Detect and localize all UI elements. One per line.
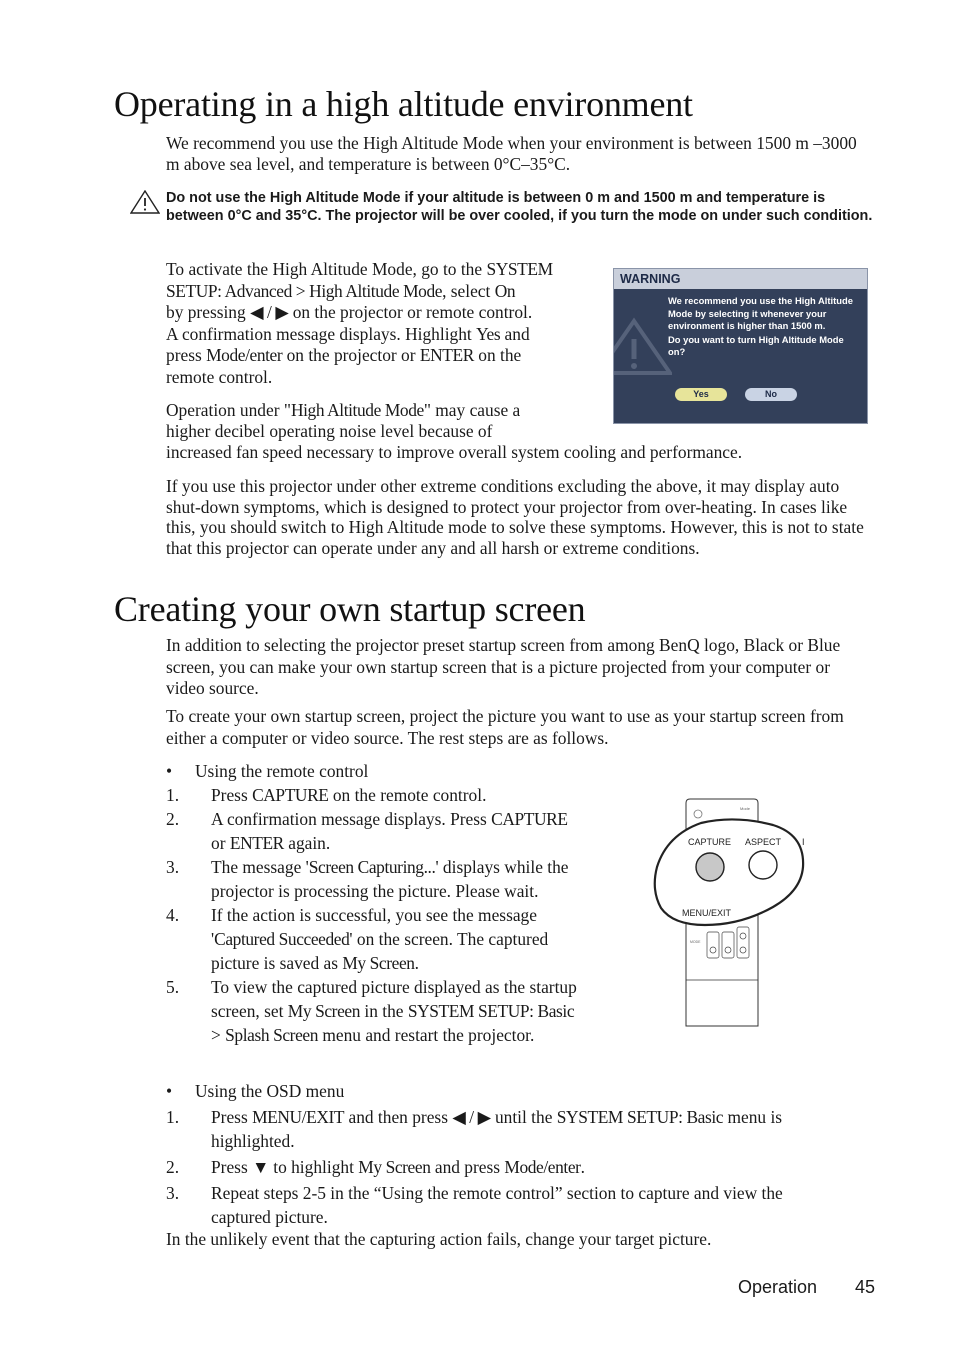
text: or — [211, 833, 230, 853]
text: Press — [211, 785, 253, 805]
step-text — [211, 975, 577, 1047]
ui-term: ◀ / ▶ — [250, 302, 289, 322]
text: The message ' — [211, 857, 309, 877]
step-text — [211, 903, 548, 975]
capture-key-label: CAPTURE — [688, 837, 732, 847]
caution-note: Do not use the High Altitude Mode if your altitude is between 0 m and 1500 m and temperature is between 0°C and 35°C. The projector will be over cooled, if you turn the mode on under such condition. — [166, 190, 873, 224]
step-number: 2. — [166, 809, 180, 829]
remote-control-illustration — [645, 795, 810, 1030]
step-text — [211, 783, 486, 807]
dialog-no-button[interactable]: No — [745, 388, 797, 401]
ui-term: Screen Capturing... — [308, 857, 436, 877]
text-line — [166, 281, 596, 303]
text: and press — [430, 1157, 505, 1177]
text-line — [211, 1205, 783, 1229]
text-line — [211, 855, 569, 879]
step-number: 3. — [166, 857, 180, 877]
ui-term: ENTER — [419, 345, 474, 365]
bullet-text: Using the remote control — [195, 761, 369, 781]
text: ' on the screen. The captured — [349, 929, 549, 949]
step-text — [211, 855, 569, 903]
step-number: 2. — [166, 1157, 180, 1177]
text: projector is processing the picture. Please wait. — [211, 881, 539, 901]
ui-term: Mode/enter — [206, 345, 283, 365]
ui-term: Captured Succeeded — [214, 929, 350, 949]
text-line — [211, 783, 486, 807]
ui-term: SETUP: Advanced > High Altitude Mode — [166, 280, 443, 301]
ui-term: Yes — [476, 323, 501, 344]
text: menu and restart the projector. — [318, 1025, 535, 1045]
text: and — [500, 323, 530, 344]
activate-instructions — [166, 259, 596, 388]
text: ' displays while the — [435, 857, 569, 877]
text: A confirmation message displays. Highlight — [166, 323, 477, 344]
text: " may cause a — [423, 400, 521, 420]
step-text — [211, 1181, 783, 1229]
dialog-yes-button[interactable]: Yes — [675, 388, 727, 401]
ui-term: My Screen — [342, 953, 415, 973]
step-number: 5. — [166, 977, 180, 997]
text-line — [211, 1023, 577, 1047]
aspect-button[interactable] — [749, 851, 777, 879]
text: on the — [473, 345, 522, 365]
text: Operation under " — [166, 400, 291, 420]
text-line — [166, 367, 596, 389]
dialog-question-text: Do you want to turn High Altitude Mode on? — [668, 333, 844, 358]
text-line — [211, 1181, 783, 1205]
ui-term: CAPTURE — [491, 809, 568, 829]
dialog-header: WARNING — [614, 269, 867, 289]
footer-section-name: Operation — [738, 1277, 818, 1297]
text-line — [166, 324, 596, 346]
text-line — [211, 999, 577, 1023]
text-line — [211, 1105, 782, 1129]
operation-line-2: higher decibel operating noise level because of — [166, 421, 493, 441]
text: in the — [360, 1001, 408, 1021]
text: . — [580, 1157, 585, 1177]
text: , select — [442, 280, 495, 301]
bullet-text: Using the OSD menu — [195, 1081, 345, 1101]
ui-term: Mode/enter — [504, 1157, 581, 1177]
ui-term: My Screen — [287, 1001, 361, 1021]
capture-button[interactable] — [696, 853, 724, 881]
step-text — [211, 1105, 782, 1153]
text: Press — [211, 1157, 253, 1177]
warning-icon — [130, 190, 160, 214]
text-line — [211, 1155, 585, 1179]
text: ' — [211, 929, 215, 949]
step-text — [211, 1155, 585, 1179]
dialog-message — [668, 295, 863, 359]
text-line — [211, 1129, 782, 1153]
text-line — [211, 879, 569, 903]
text: remote control. — [166, 366, 273, 387]
ui-term: MENU/EXIT — [252, 1107, 345, 1127]
text: captured picture. — [211, 1207, 328, 1227]
text-line — [211, 975, 577, 999]
text: again. — [283, 833, 331, 853]
step-number: 3. — [166, 1183, 180, 1203]
text: . — [414, 953, 419, 973]
text-line — [166, 259, 596, 281]
aspect-key-label: ASPECT — [745, 837, 782, 847]
step-number: 1. — [166, 785, 180, 805]
dialog-warning-icon — [614, 315, 672, 375]
text: Repeat steps 2-5 in the “Using the remote control” section to capture and view the — [211, 1183, 783, 1203]
text: press — [166, 345, 207, 365]
text: to highlight — [268, 1157, 359, 1177]
text-line — [166, 302, 596, 324]
operation-noise-paragraph — [166, 400, 876, 463]
text: To view the captured picture displayed as the startup — [211, 977, 577, 997]
bullet: • — [166, 761, 173, 781]
section-title-startup-screen: Creating your own startup screen — [114, 589, 586, 629]
menu-exit-key-label: MENU/EXIT — [682, 908, 732, 918]
bullet: • — [166, 1081, 173, 1101]
operation-line-3: increased fan speed necessary to improve overall system cooling and performance. — [166, 442, 743, 462]
ui-term: High Altitude Mode — [290, 400, 424, 420]
text: menu is — [723, 1107, 783, 1127]
text: until the — [490, 1107, 557, 1127]
text-line — [211, 927, 548, 951]
startup-intro-paragraph: In addition to selecting the projector preset startup screen from among BenQ logo, Black or Blue screen, you can make your own startup screen that is a picture projected from your computer or video source. — [166, 635, 841, 698]
ui-term: SYSTEM SETUP: Basic — [556, 1107, 724, 1127]
ui-term: ▼ — [252, 1157, 269, 1177]
text: A confirmation message displays. Press — [211, 809, 492, 829]
dialog-message-text: We recommend you use the High Altitude Mode by selecting it whenever your environment is higher than 1500 m. — [668, 295, 853, 332]
text: on the projector or — [282, 345, 420, 365]
ui-term: CAPTURE — [252, 785, 329, 805]
text-line — [211, 831, 568, 855]
ui-term: SYSTEM SETUP: Basic — [407, 1001, 575, 1021]
text: highlighted. — [211, 1131, 295, 1151]
text: > — [211, 1025, 226, 1045]
step-number: 1. — [166, 1107, 180, 1127]
text: screen, set — [211, 1001, 288, 1021]
svg-text:Mode: Mode — [740, 806, 751, 811]
text: on the projector or remote control. — [288, 302, 533, 322]
extreme-conditions-paragraph: If you use this projector under other extreme conditions excluding the above, it may display auto shut-down symptoms, which is designed to protect your projector from over-heating. In cases like this, you should switch to High Altitude mode to solve these symptoms. However, this is not to state that this projector can operate under any and all harsh or extreme conditions. — [166, 476, 864, 558]
text: If the action is successful, you see the message — [211, 905, 537, 925]
ui-term: On — [494, 280, 516, 301]
text-line — [166, 345, 596, 367]
footer-page-number: 45 — [855, 1277, 876, 1297]
text: Press — [211, 1107, 253, 1127]
svg-text:I: I — [802, 837, 805, 847]
svg-text:MODE: MODE — [690, 940, 701, 944]
step-number: 4. — [166, 905, 180, 925]
startup-steps-intro: To create your own startup screen, project the picture you want to use as your startup screen from either a computer or video source. The rest steps are as follows. — [166, 706, 844, 748]
text-line — [211, 951, 548, 975]
text: and then press — [344, 1107, 453, 1127]
closing-paragraph: In the unlikely event that the capturing action fails, change your target picture. — [166, 1229, 712, 1249]
text: on the remote control. — [328, 785, 487, 805]
text: picture is saved as — [211, 953, 343, 973]
operation-line-1 — [166, 400, 876, 421]
text-line — [211, 807, 568, 831]
ui-term: ENTER — [229, 833, 284, 853]
text-line — [211, 903, 548, 927]
intro-paragraph: We recommend you use the High Altitude Mode when your environment is between 1500 m –3000 m above sea level, and temperature is between 0°C–35°C. — [166, 133, 857, 174]
ui-term: Splash Screen — [225, 1025, 318, 1045]
text: by pressing — [166, 302, 251, 322]
step-text — [211, 807, 568, 855]
section-title-high-altitude: Operating in a high altitude environment — [114, 84, 693, 124]
ui-term: ◀ / ▶ — [452, 1107, 491, 1127]
text: To activate the High Altitude Mode, go to the — [166, 259, 487, 279]
ui-term: SYSTEM — [486, 259, 553, 279]
ui-term: My Screen — [358, 1157, 431, 1177]
